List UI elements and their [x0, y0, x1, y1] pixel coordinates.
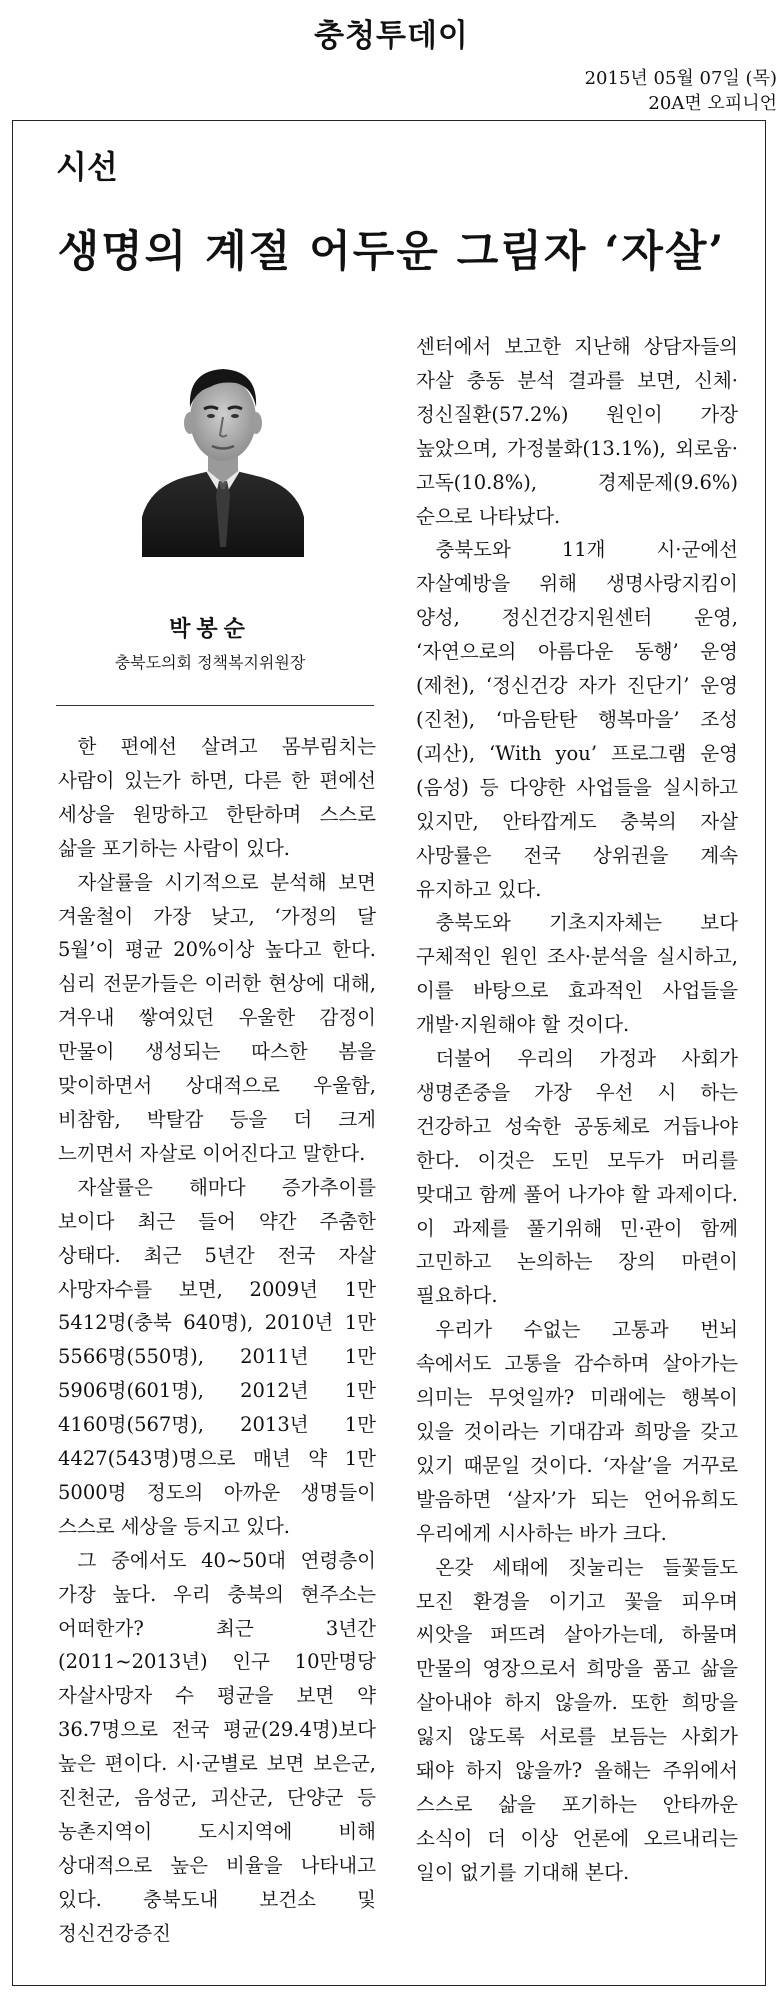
issue-date: 2015년 05월 07일 (목)	[584, 68, 777, 89]
body-paragraph: 한 편에선 살려고 몸부림치는 사람이 있는가 하면, 다른 한 편에선 세상을 원망하고 한탄하며 스스로 삶을 포기하는 사람이 있다.	[58, 735, 376, 860]
author-photo	[140, 347, 306, 557]
body-paragraph: 충북도와 기초지자체는 보다 구체적인 원인 조사·분석을 실시하고, 이를 바탕으로 효과적인 사업들을 개발·지원해야 할 것이다.	[416, 911, 738, 1037]
body-paragraph-continued: 센터에서 보고한 지난해 상담자들의 자살 충동 분석 결과를 보면, 신체·정신질환(57.2%) 원인이 가장 높았으며, 가정불화(13.1%), 외로움·고독(10.8%), 경제문제(9.6%) 순으로 나타났다.	[416, 335, 738, 528]
body-paragraph: 그 중에서도 40~50대 연령층이 가장 높다. 우리 충북의 현주소는 어떠한가? 최근 3년간(2011~2013년) 인구 10만명당 자살사망자 수 평균을 보면 약 36.7명으로 전국 평균(29.4명)보다 높은 편이다. 시·군별로 보면 보은군, 진천군, 음성군, 괴산군, 단양군 등 농촌지역이 도시지역에 비해 상대적으로 높은 비율을 나타내고 있다. 충북도내 보건소 및 정신건강증진	[58, 1548, 376, 1945]
issue-info	[585, 66, 777, 116]
newspaper-masthead: 충청투데이	[314, 18, 469, 54]
body-paragraph: 충북도와 11개 시·군에선 자살예방을 위해 생명사랑지킴이 양성, 정신건강지원센터 운영, ‘자연으로의 아름다운 동행’ 운영(제천), ‘정신건강 자가 진단기’ 운영(진천), ‘마음탄탄 행복마을’ 조성(괴산), ‘With you’ 프로그램 운영(음성) 등 다양한 사업들을 실시하고 있지만, 안타깝게도 충북의 자살 사망률은 전국 상위권을 계속 유지하고 있다.	[416, 538, 738, 901]
article-column-left	[58, 730, 376, 1951]
page-section: 20A면 오피니언	[648, 93, 777, 114]
column-section-label: 시선	[56, 148, 118, 186]
body-paragraph: 더불어 우리의 가정과 사회가 생명존중을 가장 우선 시 하는 건강하고 성숙한 공동체로 거듭나야 한다. 이것은 도민 모두가 머리를 맞대고 함께 풀어 나가야 할 과제이다. 이 과제를 풀기위해 민·관이 함께 고민하고 논의하는 장의 마련이 필요하다.	[416, 1047, 738, 1308]
body-paragraph: 자살률을 시기적으로 분석해 보면 겨울철이 가장 낮고, ‘가정의 달 5월’이 평균 20%이상 높다고 한다. 심리 전문가들은 이러한 현상에 대해, 겨우내 쌓여있던 우울한 감정이 만물이 생성되는 따스한 봄을 맞이하면서 상대적으로 우울함, 비참함, 박탈감 등을 더 크게 느끼면서 자살로 이어진다고 말한다.	[58, 870, 376, 1165]
author-portrait-icon	[140, 347, 306, 557]
article-column-right	[416, 330, 738, 1890]
body-paragraph: 자살률은 해마다 증가추이를 보이다 최근 들어 약간 주춤한 상태다. 최근 5년간 전국 자살 사망자수를 보면, 2009년 1만 5412명(충북 640명), 2010년 1만 5566명(550명), 2011년 1만 5906명(601명), 2012년 1만 4160명(567명), 2013년 1만 4427(543명)명으로 매년 약 1만 5000명 정도의 아까운 생명들이 스스로 세상을 등지고 있다.	[58, 1175, 376, 1538]
body-paragraph: 온갖 세태에 짓눌리는 들꽃들도 모진 환경을 이기고 꽃을 피우며 씨앗을 퍼뜨려 살아가는데, 하물며 만물의 영장으로서 희망을 품고 삶을 살아내야 하지 않을까. 또한 희망을 잃지 않도록 서로를 보듬는 사회가 돼야 하지 않을까? 올해는 주위에서 스스로 삶을 포기하는 안타까운 소식이 더 이상 언론에 오르내리는 일이 없기를 기대해 본다.	[416, 1555, 738, 1884]
author-divider	[56, 705, 374, 706]
article-headline: 생명의 계절 어두운 그림자 ‘자살’	[57, 227, 726, 277]
body-paragraph: 우리가 수없는 고통과 번뇌 속에서도 고통을 감수하며 살아가는 의미는 무엇일까? 미래에는 행복이 있을 것이라는 기대감과 희망을 갖고 있기 때문일 것이다. ‘자살’을 거꾸로 발음하면 ‘살자’가 되는 언어유희도 우리에게 시사하는 바가 크다.	[416, 1318, 738, 1545]
author-title: 충북도의회 정책복지위원장	[114, 653, 306, 672]
author-name: 박봉순	[169, 617, 251, 642]
